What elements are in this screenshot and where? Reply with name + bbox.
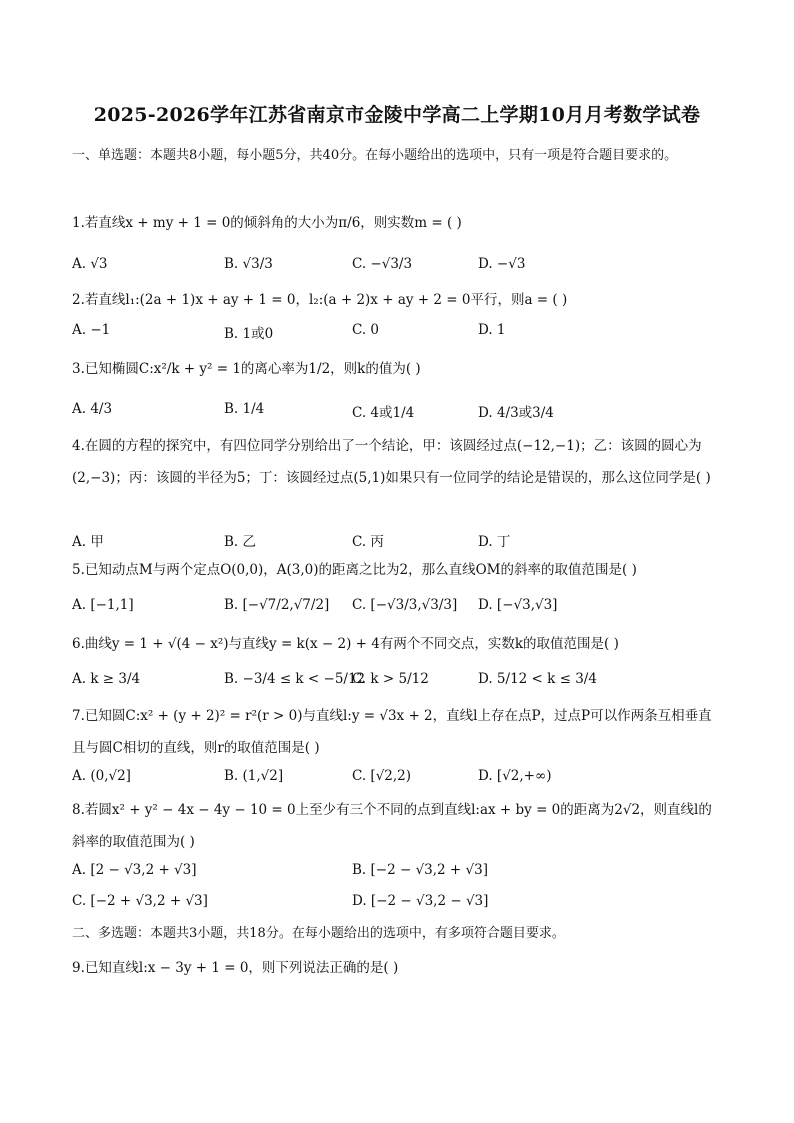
option-a[interactable]: A. [−1,1] [72,597,134,613]
option-a[interactable]: A. 4/3 [72,401,113,417]
question-9-stem: 9.已知直线l:x − 3y + 1 = 0，则下列说法正确的是( ) [72,960,399,976]
option-b[interactable]: B. (1,√2] [224,768,284,784]
option-b[interactable]: B. √3/3 [224,256,273,272]
option-d[interactable]: D. [−2 − √3,2 − √3] [352,893,489,909]
option-b[interactable]: B. [−√7/2,√7/2] [224,597,330,613]
option-a[interactable]: A. −1 [72,322,111,338]
option-c[interactable]: C. k > 5/12 [352,671,429,687]
option-b[interactable]: B. −3/4 ≤ k < −5/12 [224,671,366,687]
question-1-options [72,256,722,280]
page-title: 2025-2026学年江苏省南京市金陵中学高二上学期10月月考数学试卷 [93,104,701,126]
option-d[interactable]: D. 5/12 < k ≤ 3/4 [478,671,597,687]
option-b[interactable]: B. [−2 − √3,2 + √3] [352,862,488,878]
option-a[interactable]: A. (0,√2] [72,768,131,784]
question-6-stem: 6.曲线y = 1 + √(4 − x²)与直线y = k(x − 2) + 4有两个不同交点，实数k的取值范围是( ) [72,636,619,652]
option-c[interactable]: C. [−2 + √3,2 + √3] [72,893,208,909]
section-heading-multiple-choice: 二、多选题：本题共3小题，共18分。在每小题给出的选项中，有多项符合题目要求。 [72,926,565,941]
question-4-stem: 4.在圆的方程的探究中，有四位同学分别给出了一个结论，甲：该圆经过点(−12,−1)；乙：该圆的圆心为(2,−3)；丙：该圆的半径为5；丁：该圆经过点(5,1)如果只有一位同学的结论是错误的，那么这位同学是( ) [72,438,711,486]
question-4-options [72,530,722,554]
option-c[interactable]: C. [√2,2) [352,768,412,784]
option-c[interactable]: C. 丙 [352,534,384,550]
question-7-options [72,768,722,792]
option-d[interactable]: D. −√3 [478,256,526,272]
option-d[interactable]: D. 丁 [478,534,511,550]
option-a[interactable]: A. 甲 [72,534,104,550]
question-8-options-row-1 [72,862,722,886]
question-3-stem: 3.已知椭圆C:x²/k + y² = 1的离心率为1/2，则k的值为( ) [72,361,421,377]
section-heading-single-choice: 一、单选题：本题共8小题，每小题5分，共40分。在每小题给出的选项中，只有一项是符合题目要求的。 [72,148,678,163]
question-2-options [72,322,722,346]
option-d[interactable]: D. 4/3或3/4 [478,405,554,421]
option-d[interactable]: D. [−√3,√3] [478,597,558,613]
question-7-stem: 7.已知圆C:x² + (y + 2)² = r²(r > 0)与直线l:y = √3x + 2，直线l上存在点P，过点P可以作两条互相垂直且与圆C相切的直线，则r的取值范围是( ) [72,708,712,756]
option-b[interactable]: B. 1/4 [224,401,265,417]
question-3-options [72,401,722,425]
question-6-options [72,671,722,695]
option-b[interactable]: B. 乙 [224,534,257,550]
question-5-stem: 5.已知动点M与两个定点O(0,0)，A(3,0)的距离之比为2，那么直线OM的斜率的取值范围是( ) [72,562,637,578]
option-b[interactable]: B. 1或0 [224,326,274,342]
question-2-stem: 2.若直线l₁:(2a + 1)x + ay + 1 = 0，l₂:(a + 2)x + ay + 2 = 0平行，则a = ( ) [72,292,568,308]
option-c[interactable]: C. −√3/3 [352,256,413,272]
option-c[interactable]: C. 4或1/4 [352,405,415,421]
option-a[interactable]: A. √3 [72,256,108,272]
option-a[interactable]: A. k ≥ 3/4 [72,671,141,687]
option-a[interactable]: A. [2 − √3,2 + √3] [72,862,197,878]
option-c[interactable]: C. [−√3/3,√3/3] [352,597,458,613]
option-d[interactable]: D. [√2,+∞) [478,768,552,784]
option-c[interactable]: C. 0 [352,322,380,338]
question-1-stem: 1.若直线x + my + 1 = 0的倾斜角的大小为π/6，则实数m = ( ) [72,215,462,231]
question-8-stem: 8.若圆x² + y² − 4x − 4y − 10 = 0上至少有三个不同的点到直线l:ax + by = 0的距离为2√2，则直线l的斜率的取值范围为( ) [72,802,712,850]
question-8-options-row-2 [72,893,722,917]
option-d[interactable]: D. 1 [478,322,506,338]
question-5-options [72,597,722,621]
